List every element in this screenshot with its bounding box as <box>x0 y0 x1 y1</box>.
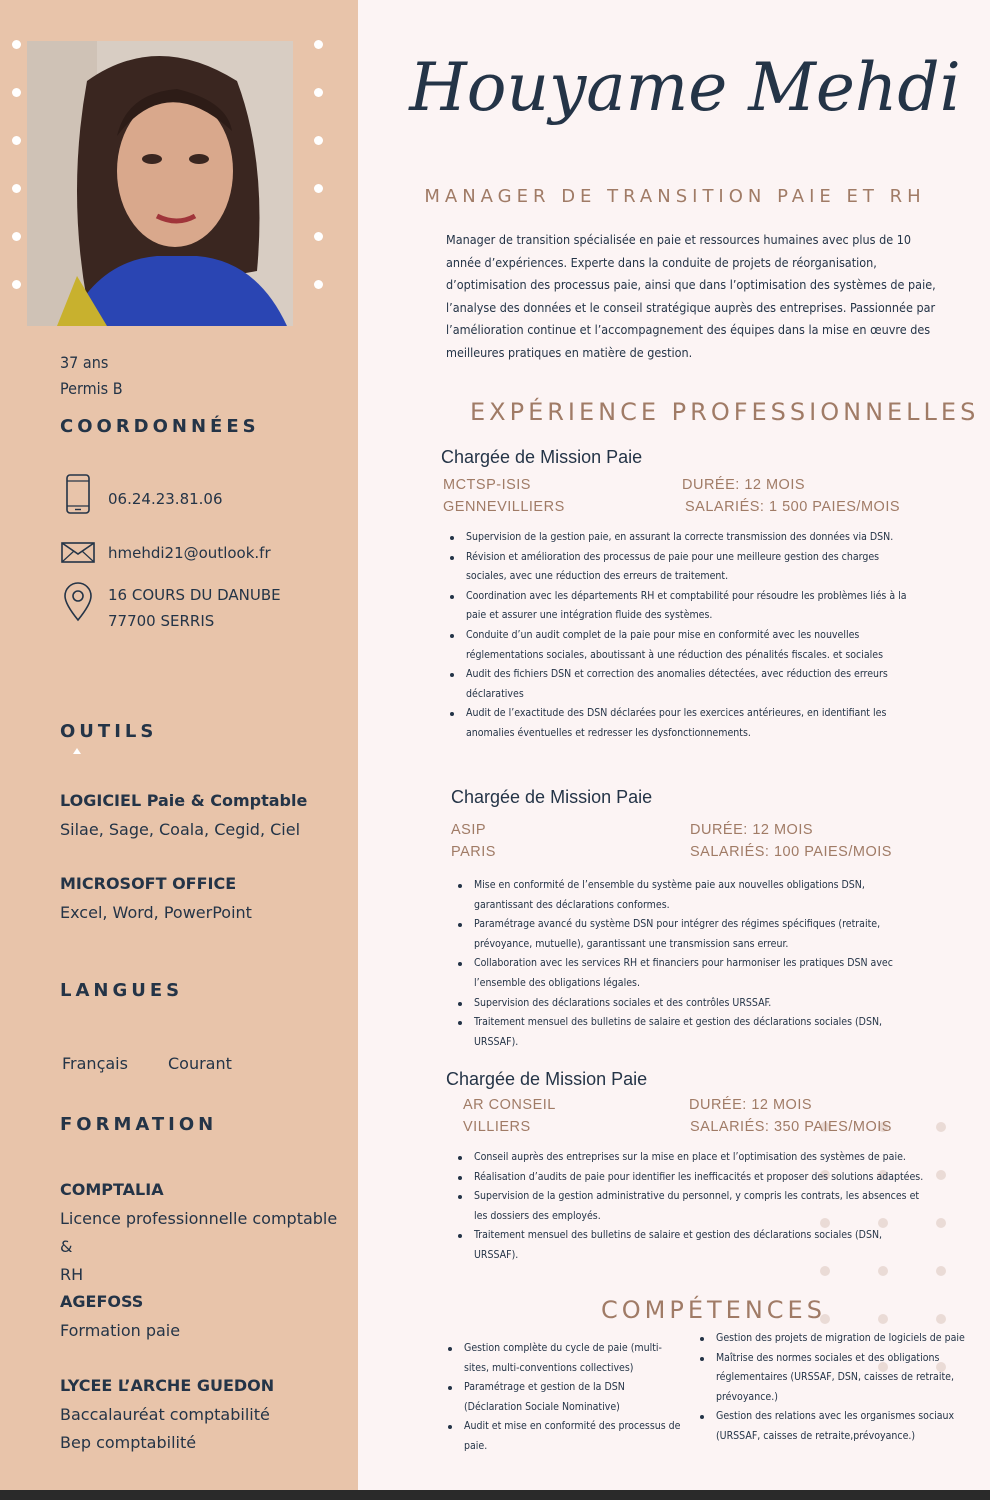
phone-icon <box>60 474 96 514</box>
job-title: MANAGER DE TRANSITION PAIE ET RH <box>424 186 926 207</box>
address-line-2: 77700 SERRIS <box>108 612 215 630</box>
list-item: Révision et amélioration des processus de paie pour une meilleure gestion des charges sociales, avec une réduction des erreurs de traitement. <box>444 548 914 587</box>
address-row <box>60 582 281 634</box>
list-item: Collaboration avec les services RH et financiers pour harmoniser les pratiques DSN avec l’ensemble des obligations légales. <box>452 954 922 993</box>
email-row <box>60 532 271 572</box>
employee-count: SALARIÉS: 100 PAIES/MOIS <box>690 844 892 860</box>
driving-license: Permis B <box>60 379 123 398</box>
language-name: Français <box>62 1054 128 1073</box>
education-line: RH <box>60 1265 84 1284</box>
tools-heading: OUTILS <box>60 721 158 742</box>
company-city: VILLIERS <box>463 1119 531 1135</box>
education-line: Formation paie <box>60 1321 181 1340</box>
list-item: Maîtrise des normes sociales et des obligations réglementaires (URSSAF, DSN, caisses de retraite, prévoyance.) <box>694 1349 970 1408</box>
name-signature <box>409 18 961 168</box>
list-item: Audit et mise en conformité des processus de paie. <box>442 1417 682 1456</box>
tool-title-software: LOGICIEL Paie & Comptable <box>60 791 308 810</box>
company-city: GENNEVILLIERS <box>443 499 565 515</box>
experience-stats <box>689 1094 892 1138</box>
education-degree <box>60 1205 345 1289</box>
tool-title-office: MICROSOFT OFFICE <box>60 874 237 893</box>
education-degree <box>60 1401 345 1457</box>
duration: DURÉE: 12 MOIS <box>682 477 806 493</box>
company-city: PARIS <box>451 844 496 860</box>
experience-bullets <box>444 528 914 744</box>
list-item: Traitement mensuel des bulletins de salaire et gestion des déclarations sociales (DSN, URSSAF). <box>452 1226 928 1265</box>
company-name: MCTSP-ISIS <box>443 477 531 493</box>
sidebar <box>0 0 358 1490</box>
age: 37 ans <box>60 353 109 372</box>
experience-company <box>443 474 565 518</box>
experience-heading: EXPÉRIENCE PROFESSIONNELLES <box>470 398 980 426</box>
phone-number[interactable]: 06.24.23.81.06 <box>108 490 223 508</box>
education-line: Baccalauréat comptabilité <box>60 1405 270 1424</box>
personal-info <box>60 350 123 402</box>
list-item: Gestion des projets de migration de logiciels de paie <box>694 1329 970 1349</box>
experience-company <box>463 1094 556 1138</box>
experience-stats <box>690 819 892 863</box>
list-item: Supervision des déclarations sociales et des contrôles URSSAF. <box>452 994 922 1014</box>
address <box>108 582 281 634</box>
list-item: Supervision de la gestion administrative du personnel, y compris les contrats, les absences et les dossiers des employés. <box>452 1187 928 1226</box>
list-item: Gestion complète du cycle de paie (multi-sites, multi-conventions collectives) <box>442 1339 682 1378</box>
education-school: LYCEE L’ARCHE GUEDON <box>60 1376 275 1395</box>
experience-title: Chargée de Mission Paie <box>441 447 643 467</box>
company-name: AR CONSEIL <box>463 1097 556 1113</box>
email-address[interactable]: hmehdi21@outlook.fr <box>108 544 271 562</box>
education-line: Bep comptabilité <box>60 1433 197 1452</box>
experience-title: Chargée de Mission Paie <box>451 787 653 807</box>
bottom-bar <box>0 1490 990 1500</box>
company-name: ASIP <box>451 822 487 838</box>
profile-photo <box>27 41 293 326</box>
experience-bullets <box>452 1148 928 1266</box>
list-item: Paramétrage avancé du système DSN pour intégrer des régimes spécifiques (retraite, prévoyance, mutuelle), garantissant une transmission sans erreur. <box>452 915 922 954</box>
list-item: Audit de l’exactitude des DSN déclarées pour les exercices antérieures, en identifiant les anomalies éventuelles et redresser les dysfonctionnements. <box>444 704 914 743</box>
list-item: Paramétrage et gestion de la DSN (Déclaration Sociale Nominative) <box>442 1378 682 1417</box>
employee-count: SALARIÉS: 350 PAIES/MOIS <box>690 1119 892 1135</box>
education-school: AGEFOSS <box>60 1292 144 1311</box>
languages-heading: LANGUES <box>60 980 184 1001</box>
experience-bullets <box>452 876 922 1052</box>
duration: DURÉE: 12 MOIS <box>689 1097 813 1113</box>
caret-up-icon <box>73 748 81 754</box>
employee-count: SALARIÉS: 1 500 PAIES/MOIS <box>685 499 901 515</box>
list-item: Réalisation d’audits de paie pour identifier les inefficacités et proposer des solutions adaptées. <box>452 1168 928 1188</box>
tool-desc-office: Excel, Word, PowerPoint <box>60 903 252 922</box>
location-pin-icon <box>60 582 96 622</box>
address-line-1: 16 COURS DU DANUBE <box>108 586 281 604</box>
list-item: Supervision de la gestion paie, en assurant la correcte transmission des données via DSN. <box>444 528 914 548</box>
education-school: COMPTALIA <box>60 1180 164 1199</box>
list-item: Coordination avec les départements RH et comptabilité pour résoudre les problèmes liés à la paie et assurer une intégration fluide des systèmes. <box>444 587 914 626</box>
list-item: Mise en conformité de l’ensemble du système paie aux nouvelles obligations DSN, garantissant des déclarations conformes. <box>452 876 922 915</box>
phone-row <box>60 474 223 514</box>
experience-company <box>451 819 496 863</box>
list-item: Conseil auprès des entreprises sur la mise en place et l’optimisation des systèmes de paie. <box>452 1148 928 1168</box>
experience-stats <box>682 474 900 518</box>
name: Houyame Mehdi <box>409 49 961 126</box>
skills-list-right <box>694 1329 970 1447</box>
list-item: Audit des fichiers DSN et correction des anomalies détectées, avec réduction des erreurs déclaratives <box>444 665 914 704</box>
education-line: Licence professionnelle comptable & <box>60 1209 338 1256</box>
skills-list-left <box>442 1339 682 1457</box>
profile-summary: Manager de transition spécialisée en paie et ressources humaines avec plus de 10 année d’expériences. Experte dans la conduite de projets de réorganisation, d’optimisation des processus paie, ainsi que dans l’optimisation des systèmes de paie, l’analyse des données et le conseil stratégique auprès des entreprises. Passionnée par l’amélioration continue et l’accompagnement des équipes dans la mise en œuvre des meilleures pratiques en matière de gestion. <box>446 232 936 360</box>
tool-desc-software: Silae, Sage, Coala, Cegid, Ciel <box>60 820 301 839</box>
mail-icon <box>60 532 96 572</box>
contact-heading: COORDONNÉES <box>60 416 260 437</box>
education-heading: FORMATION <box>60 1114 218 1135</box>
duration: DURÉE: 12 MOIS <box>690 822 814 838</box>
skills-heading: COMPÉTENCES <box>601 1296 826 1324</box>
experience-title: Chargée de Mission Paie <box>446 1069 648 1089</box>
list-item: Gestion des relations avec les organismes sociaux (URSSAF, caisses de retraite,prévoyance.) <box>694 1407 970 1446</box>
language-level: Courant <box>168 1054 232 1073</box>
education-degree <box>60 1317 345 1345</box>
list-item: Traitement mensuel des bulletins de salaire et gestion des déclarations sociales (DSN, URSSAF). <box>452 1013 922 1052</box>
list-item: Conduite d’un audit complet de la paie pour mise en conformité avec les nouvelles réglementations sociales, aboutissant à une réduction des pénalités fiscales. et sociales <box>444 626 914 665</box>
